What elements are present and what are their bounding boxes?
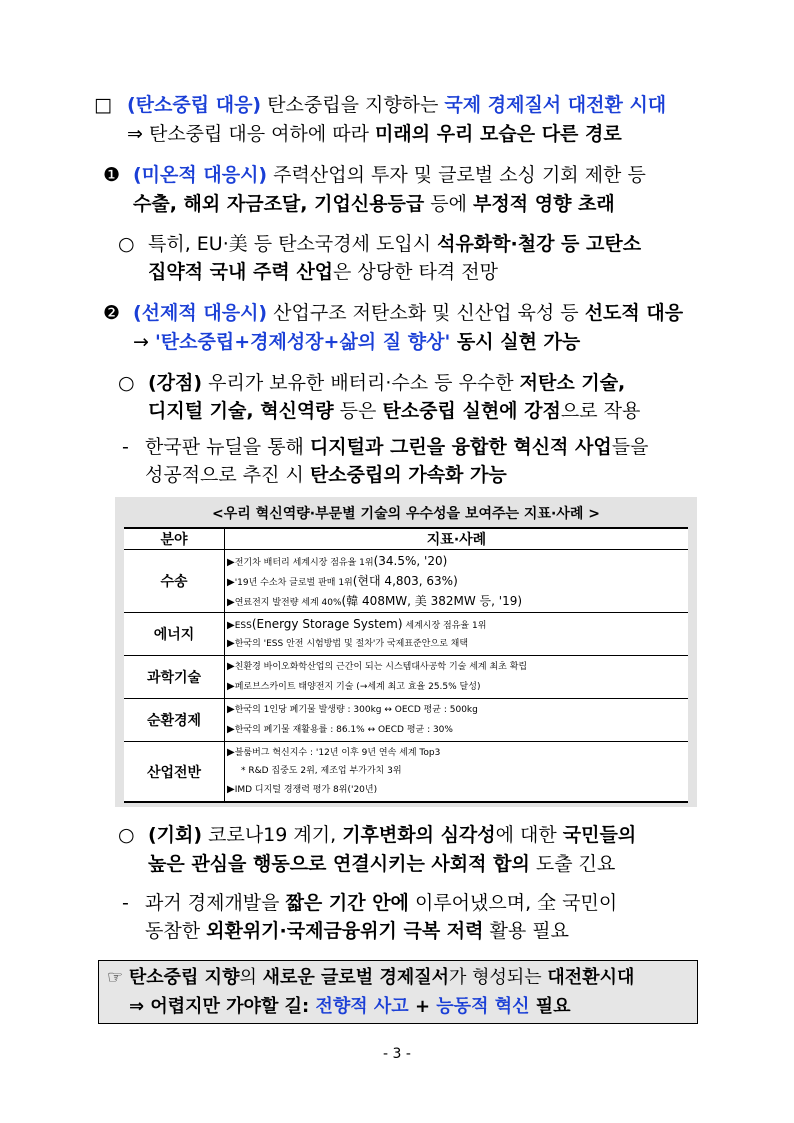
checkbox-glyph: □ bbox=[94, 94, 112, 116]
p3-emph: 석유화학·철강 등 고탄소 bbox=[437, 233, 642, 255]
p1-text: 탄소중립을 지향하는 bbox=[261, 94, 445, 116]
box-emph4: 전향적 사고 bbox=[315, 996, 409, 1017]
item-text-rest: 세계시장 점유율 1위 bbox=[402, 621, 487, 631]
p2-emph: 수출, 해외 자금조달, 기업신용등급 bbox=[133, 193, 425, 215]
p8-emph2: 외환위기·국제금융위기 극복 저력 bbox=[206, 920, 484, 942]
box-plus: + bbox=[408, 996, 437, 1017]
item-text: 한국의 'ESS 안전 시험방법 및 절차'가 국제표준안으로 채택 bbox=[234, 639, 469, 649]
p4-line1 bbox=[133, 300, 683, 326]
triangle-bullet-icon: ▶ bbox=[227, 597, 235, 608]
p5-line1 bbox=[148, 370, 625, 396]
triangle-bullet-icon: ▶ bbox=[227, 704, 235, 715]
p5-heading: (강점) bbox=[148, 372, 203, 394]
p6-line1 bbox=[145, 434, 648, 460]
row-category: 과학기술 bbox=[124, 656, 225, 699]
dash-bullet: - bbox=[122, 892, 129, 914]
box-line1 bbox=[107, 965, 634, 991]
p7-text2: 에 대한 bbox=[495, 824, 563, 846]
p2-emph2: 부정적 영향 초래 bbox=[473, 193, 615, 215]
row-cell bbox=[225, 613, 689, 656]
item-note: (현대 4,803, 63%) bbox=[352, 574, 458, 588]
box-emph3: 대전환시대 bbox=[547, 967, 635, 988]
p4-arrow: → bbox=[133, 331, 155, 353]
p4-heading: (선제적 대응시) bbox=[133, 302, 268, 324]
p1-emph2: 미래의 우리 모습은 다른 경로 bbox=[375, 123, 622, 145]
p2-heading: (미온적 대응시) bbox=[133, 164, 268, 186]
row-category: 산업전반 bbox=[124, 742, 225, 803]
p4-line2 bbox=[133, 329, 580, 355]
summary-box bbox=[98, 960, 698, 1024]
p7-line1 bbox=[148, 822, 636, 848]
dash-bullet: - bbox=[122, 436, 129, 458]
p2-line2 bbox=[133, 191, 615, 217]
triangle-bullet-icon: ▶ bbox=[227, 638, 235, 649]
row-cell bbox=[225, 699, 689, 742]
p8-line2 bbox=[145, 918, 569, 944]
box-emph1: 탄소중립 지향 bbox=[128, 967, 240, 988]
p3-line1 bbox=[148, 231, 641, 257]
table-row bbox=[124, 613, 688, 656]
item-text: 페로브스카이트 태양전지 기술 (→세계 최고 효율 25.5% 달성) bbox=[234, 682, 481, 692]
col-header-category: 분야 bbox=[124, 528, 225, 550]
pointing-hand-icon: ☞ bbox=[107, 967, 129, 988]
item-text: 블룸버그 혁신지수 : '12년 이후 9년 연속 세계 Top3 bbox=[234, 748, 441, 758]
p1-text2: ⇒ 탄소중립 대응 여하에 따라 bbox=[127, 123, 376, 145]
row-category: 에너지 bbox=[124, 613, 225, 656]
p2-line1 bbox=[133, 162, 646, 188]
col-header-indicator: 지표·사례 bbox=[225, 528, 689, 550]
footnote: * R&D 집중도 2위, 제조업 부가가치 3위 bbox=[241, 766, 402, 776]
box-line2 bbox=[129, 994, 571, 1020]
triangle-bullet-icon: ▶ bbox=[227, 681, 235, 692]
p5-emph3: 탄소중립 실현에 강점 bbox=[382, 400, 561, 422]
box-text2: 가 형성되는 bbox=[449, 967, 548, 988]
triangle-bullet-icon: ▶ bbox=[227, 784, 235, 795]
circle-bullet: ○ bbox=[118, 372, 135, 394]
row-cell bbox=[225, 550, 689, 613]
p6-text2: 들을 bbox=[611, 436, 649, 458]
p7-emph: 기후변화의 심각성 bbox=[342, 824, 496, 846]
p1-emph: 국제 경제질서 대전환 시대 bbox=[444, 94, 667, 116]
triangle-bullet-icon: ▶ bbox=[227, 747, 235, 758]
p7-text3: 도출 긴요 bbox=[529, 853, 616, 875]
row-category: 수송 bbox=[124, 550, 225, 613]
p5-text2: 등은 bbox=[333, 400, 383, 422]
p8-text: 과거 경제개발을 bbox=[145, 892, 286, 914]
p2-text: 주력산업의 투자 및 글로벌 소싱 기회 제한 등 bbox=[267, 164, 646, 186]
p6-emph: 디지털과 그린을 융합한 혁신적 사업 bbox=[309, 436, 612, 458]
table-title: <우리 혁신역량·부문별 기술의 우수성을 보여주는 지표·사례 > bbox=[212, 506, 600, 522]
p4-emph: 선도적 대응 bbox=[584, 302, 684, 324]
p3-text2: 은 상당한 타격 전망 bbox=[333, 261, 498, 283]
p4-text: 산업구조 저탄소화 및 신산업 육성 등 bbox=[267, 302, 585, 324]
table-row bbox=[124, 550, 688, 613]
item-text: 친환경 바이오화학산업의 근간이 되는 시스템대사공학 기술 세계 최초 확립 bbox=[234, 662, 528, 672]
box-text3: ⇒ 어렵지만 가야할 길: bbox=[129, 996, 316, 1017]
p6-text: 한국판 뉴딜을 통해 bbox=[145, 436, 310, 458]
table-row bbox=[124, 699, 688, 742]
item-text: IMD 디지털 경쟁력 평가 8위('20년) bbox=[234, 785, 378, 795]
p5-emph2: 디지털 기술, 혁신역량 bbox=[148, 400, 334, 422]
list-item bbox=[227, 700, 686, 720]
triangle-bullet-icon: ▶ bbox=[227, 557, 235, 568]
p5-emph: 저탄소 기술, bbox=[519, 372, 626, 394]
list-item bbox=[227, 571, 686, 591]
p8-text4: 활용 필요 bbox=[483, 920, 570, 942]
p1-line1 bbox=[127, 92, 666, 118]
circle-bullet: ○ bbox=[118, 233, 135, 255]
item-text: 한국의 폐기물 재활용률 : 86.1% ↔ OECD 평균 : 30% bbox=[234, 725, 453, 735]
p7-line2 bbox=[148, 851, 615, 877]
p6-text3: 성공적으로 추진 시 bbox=[145, 464, 310, 486]
item-note: (韓 408MW, 美 382MW 등, '19) bbox=[341, 594, 523, 608]
p8-text2: 이루어냈으며, 全 국민이 bbox=[408, 892, 618, 914]
p1-line2 bbox=[127, 121, 622, 147]
number-1-icon: ❶ bbox=[103, 164, 121, 186]
list-item bbox=[227, 551, 686, 571]
list-item bbox=[227, 634, 686, 654]
p6-emph2: 탄소중립의 가속화 가능 bbox=[309, 464, 507, 486]
p6-line2 bbox=[145, 462, 507, 488]
item-text: 전기차 배터리 세계시장 점유율 1위 bbox=[234, 558, 374, 568]
table-row bbox=[124, 656, 688, 699]
page-number: - 3 - bbox=[383, 1046, 411, 1062]
p5-line2 bbox=[148, 398, 640, 424]
p4-slogan: '탄소중립+경제성장+삶의 질 향상' bbox=[154, 331, 451, 353]
number-2-icon: ❷ bbox=[103, 302, 121, 324]
triangle-bullet-icon: ▶ bbox=[227, 724, 235, 735]
p7-text: 코로나19 계기, bbox=[202, 824, 343, 846]
box-emph5: 능동적 혁신 bbox=[436, 996, 530, 1017]
item-text: '19년 수소차 글로벌 판매 1위 bbox=[234, 578, 353, 588]
p3-line2 bbox=[148, 259, 498, 285]
p2-text2: 등에 bbox=[424, 193, 474, 215]
list-item bbox=[227, 591, 686, 611]
list-item bbox=[227, 657, 686, 677]
p8-emph: 짧은 기간 안에 bbox=[285, 892, 409, 914]
p4-emph2: 동시 실현 가능 bbox=[450, 331, 581, 353]
p7-heading: (기회) bbox=[148, 824, 203, 846]
p7-emph2: 국민들의 bbox=[562, 824, 637, 846]
indicator-table-panel bbox=[115, 497, 697, 807]
table-row bbox=[124, 742, 688, 803]
indicator-table bbox=[124, 527, 688, 803]
item-text: ESS bbox=[234, 621, 252, 631]
list-item bbox=[227, 614, 686, 634]
p3-text: 특히, EU·美 등 탄소국경세 도입시 bbox=[148, 233, 438, 255]
triangle-bullet-icon: ▶ bbox=[227, 620, 235, 631]
p1-heading: (탄소중립 대응) bbox=[127, 94, 262, 116]
box-text1: 의 bbox=[239, 967, 263, 988]
list-item bbox=[227, 743, 686, 763]
p7-emph3: 높은 관심을 행동으로 연결시키는 사회적 합의 bbox=[148, 853, 530, 875]
list-item bbox=[227, 677, 686, 697]
box-text4: 필요 bbox=[529, 996, 571, 1017]
row-category: 순환경제 bbox=[124, 699, 225, 742]
list-item bbox=[227, 720, 686, 740]
row-cell bbox=[225, 742, 689, 803]
circle-bullet: ○ bbox=[118, 824, 135, 846]
p5-text: 우리가 보유한 배터리·수소 등 우수한 bbox=[202, 372, 520, 394]
triangle-bullet-icon: ▶ bbox=[227, 577, 235, 588]
p8-text3: 동참한 bbox=[145, 920, 207, 942]
p3-emph2: 집약적 국내 주력 산업 bbox=[148, 261, 334, 283]
p5-text3: 으로 작용 bbox=[560, 400, 641, 422]
item-text: 한국의 1인당 폐기물 발생량 : 300kg ↔ OECD 평균 : 500kg bbox=[234, 705, 478, 715]
item-text: 연료전지 발전량 세계 40% bbox=[234, 598, 342, 608]
p8-line1 bbox=[145, 890, 617, 916]
row-cell bbox=[225, 656, 689, 699]
item-note: (Energy Storage System) bbox=[251, 617, 403, 631]
list-item bbox=[227, 780, 686, 800]
box-emph2: 새로운 글로벌 경제질서 bbox=[262, 967, 450, 988]
item-note: (34.5%, '20) bbox=[373, 554, 448, 568]
triangle-bullet-icon: ▶ bbox=[227, 661, 235, 672]
